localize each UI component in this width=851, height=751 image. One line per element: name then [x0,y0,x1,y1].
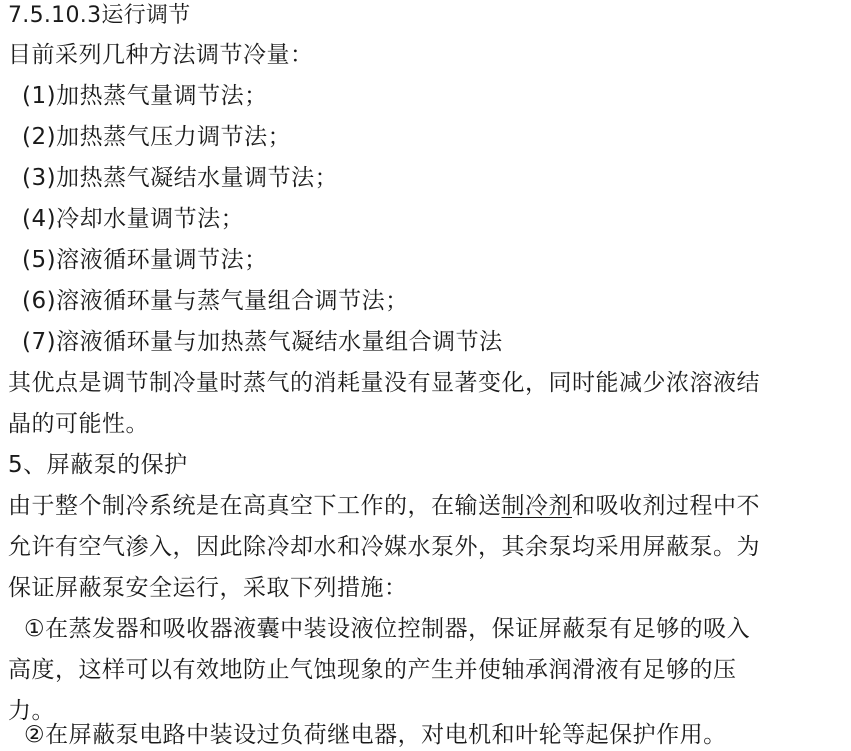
measure-1-line-3: 力。 [8,698,55,724]
section-title: 7.5.10.3运行调节 [8,3,191,28]
refrigerant-link[interactable]: 制冷剂 [501,493,572,519]
paragraph-text: 和吸收剂过程中不 [572,493,760,519]
section-5-paragraph-line-1 [8,490,760,522]
method-item-2: (2)加热蒸气压力调节法； [22,124,292,150]
measure-1-line-2: 高度，这样可以有效地防止气蚀现象的产生并使轴承润滑液有足够的压 [8,657,737,683]
advantage-text-line-1: 其优点是调节制冷量时蒸气的消耗量没有显著变化，同时能减少浓溶液结 [8,370,760,396]
paragraph-text: 由于整个制冷系统是在高真空下工作的，在输送 [8,493,502,519]
method-item-4: (4)冷却水量调节法； [22,206,245,232]
intro-text: 目前采列几种方法调节冷量： [8,42,314,68]
measure-2-text: ②在屏蔽泵电路中装设过负荷继电器，对电机和叶轮等起保护作用。 [24,722,727,748]
method-item-1: (1)加热蒸气量调节法； [22,83,268,109]
method-item-7: (7)溶液循环量与加热蒸气凝结水量组合调节法 [22,329,503,355]
section-5-paragraph-line-3: 保证屏蔽泵安全运行，采取下列措施： [8,575,408,601]
method-item-5: (5)溶液循环量调节法； [22,247,268,273]
method-item-6: (6)溶液循环量与蒸气量组合调节法； [22,288,409,314]
method-item-3: (3)加热蒸气凝结水量调节法； [22,165,339,191]
measure-1-line-1: ①在蒸发器和吸收器液囊中装设液位控制器，保证屏蔽泵有足够的吸入 [24,616,751,642]
section-5-paragraph-line-2: 允许有空气渗入，因此除冷却水和冷媒水泵外，其余泵均采用屏蔽泵。为 [8,534,760,560]
advantage-text-line-2: 晶的可能性。 [8,411,149,437]
section-5-title: 5、屏蔽泵的保护 [8,452,188,478]
